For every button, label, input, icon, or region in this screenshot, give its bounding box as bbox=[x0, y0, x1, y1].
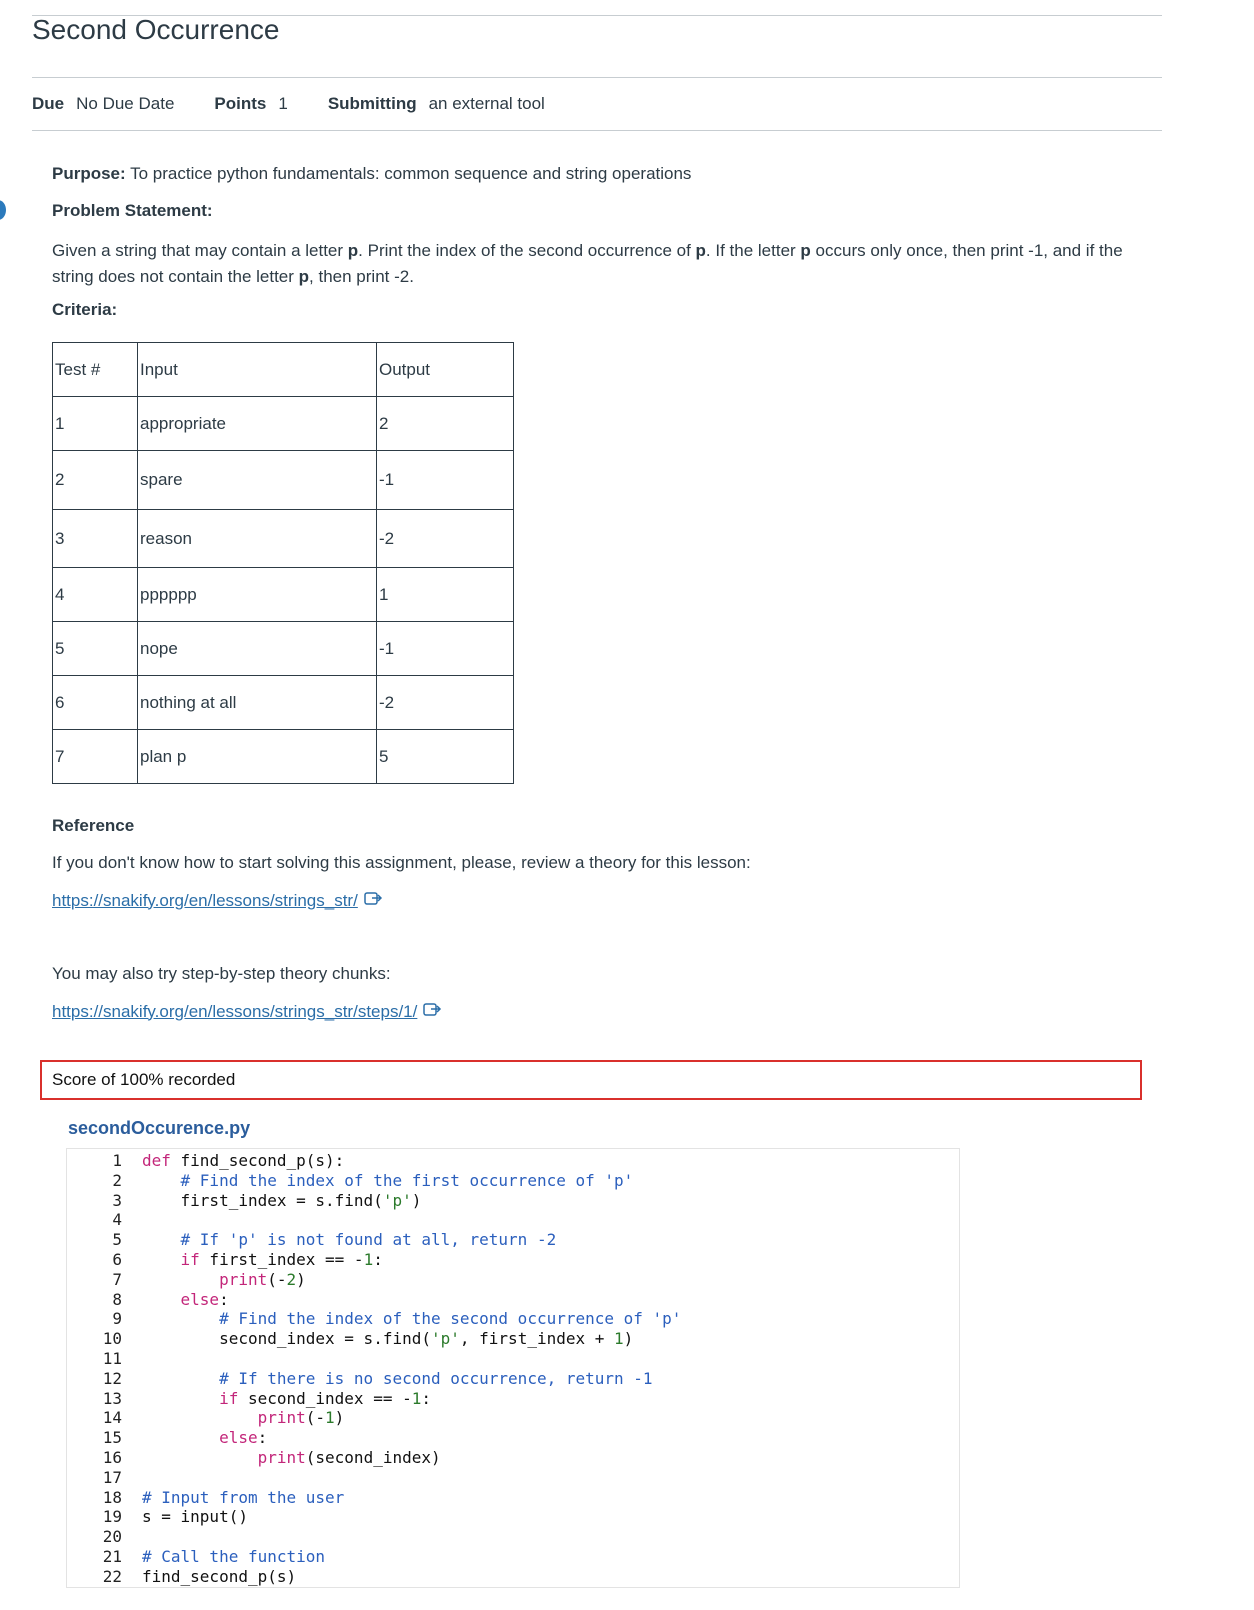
table-cell: nope bbox=[138, 622, 377, 676]
code-text bbox=[142, 1567, 296, 1587]
table-cell: 1 bbox=[377, 568, 514, 622]
code-text bbox=[142, 1230, 556, 1250]
code-text bbox=[142, 1428, 267, 1448]
code-text bbox=[142, 1408, 344, 1428]
criteria-heading: Criteria: bbox=[52, 300, 118, 319]
code-token: ) bbox=[296, 1269, 306, 1289]
points-group bbox=[214, 94, 287, 114]
scroll-indicator bbox=[0, 200, 6, 220]
points-label: Points bbox=[214, 94, 267, 113]
code-line bbox=[67, 1210, 681, 1230]
line-number: 12 bbox=[102, 1368, 122, 1388]
code-token: if bbox=[219, 1388, 239, 1408]
statement-text: . If the letter bbox=[705, 241, 801, 260]
code-token: first_index = s.find( bbox=[142, 1190, 383, 1210]
purpose-label: Purpose: bbox=[52, 164, 126, 183]
line-number: 9 bbox=[112, 1309, 122, 1329]
table-cell: -1 bbox=[377, 451, 514, 510]
table-cell: 2 bbox=[377, 397, 514, 451]
due-group bbox=[32, 94, 174, 114]
code-line bbox=[67, 1468, 681, 1488]
submission-filename[interactable]: secondOccurence.py bbox=[68, 1118, 251, 1138]
code-text bbox=[142, 1191, 421, 1211]
steps-link-text[interactable]: https://snakify.org/en/lessons/strings_str/steps/1/ bbox=[52, 1001, 418, 1021]
line-number: 18 bbox=[102, 1487, 122, 1507]
code-token bbox=[142, 1448, 258, 1467]
code-line bbox=[67, 1191, 681, 1211]
code-text bbox=[142, 1309, 681, 1329]
line-number: 3 bbox=[112, 1190, 122, 1210]
code-token: # Find the index of the first occurrence of 'p' bbox=[180, 1170, 634, 1190]
code-line bbox=[67, 1389, 681, 1409]
table-cell: nothing at all bbox=[138, 676, 377, 730]
statement-text: , then print -2. bbox=[309, 267, 414, 286]
code-line bbox=[67, 1448, 681, 1468]
code-token bbox=[142, 1270, 219, 1289]
code-line bbox=[67, 1329, 681, 1349]
code-line bbox=[67, 1488, 681, 1508]
reference-intro: If you don't know how to start solving this assignment, please, review a theory for this lesson: bbox=[52, 853, 751, 872]
code-token: ) bbox=[623, 1329, 634, 1349]
line-number: 2 bbox=[112, 1170, 122, 1190]
table-cell: -2 bbox=[377, 510, 514, 568]
code-token: : bbox=[373, 1249, 383, 1269]
code-token: find_second_p(s) bbox=[142, 1566, 297, 1586]
code-token: # If there is no second occurrence, return -1 bbox=[219, 1368, 653, 1388]
table-cell: spare bbox=[138, 451, 377, 510]
table-row bbox=[53, 730, 514, 784]
table-cell: 6 bbox=[53, 676, 138, 730]
submitting-label: Submitting bbox=[327, 94, 417, 113]
page-title: Second Occurrence bbox=[32, 14, 280, 45]
steps-link[interactable] bbox=[52, 1001, 443, 1022]
code-token bbox=[142, 1389, 219, 1408]
line-number: 13 bbox=[102, 1388, 122, 1408]
due-value: No Due Date bbox=[76, 94, 175, 113]
code-token: 1 bbox=[411, 1388, 422, 1408]
line-number: 11 bbox=[102, 1348, 122, 1368]
table-cell: appropriate bbox=[138, 397, 377, 451]
code-viewer bbox=[66, 1148, 960, 1588]
code-lines bbox=[67, 1151, 681, 1587]
code-token: s = input() bbox=[142, 1507, 248, 1527]
table-header-row bbox=[53, 343, 514, 397]
code-text bbox=[142, 1270, 306, 1290]
code-token: 1 bbox=[614, 1329, 624, 1349]
statement-bold-text: p bbox=[800, 241, 811, 260]
code-token: print bbox=[257, 1447, 306, 1467]
table-cell: 4 bbox=[53, 568, 138, 622]
line-number: 5 bbox=[112, 1230, 122, 1250]
score-banner bbox=[40, 1060, 1142, 1100]
theory-link-text[interactable]: https://snakify.org/en/lessons/strings_str/ bbox=[52, 890, 358, 910]
code-line bbox=[67, 1507, 681, 1527]
line-number: 15 bbox=[102, 1428, 122, 1448]
code-line bbox=[67, 1171, 681, 1191]
code-token: (- bbox=[305, 1408, 326, 1428]
code-token: second_index == - bbox=[238, 1388, 412, 1408]
code-token: : bbox=[421, 1388, 431, 1408]
statement-text: occurs only once, then print -1, and if the string does not contain the letter bbox=[52, 241, 1123, 286]
code-token: : bbox=[219, 1289, 229, 1309]
table-row bbox=[53, 568, 514, 622]
code-token: def bbox=[142, 1151, 171, 1170]
code-text bbox=[142, 1389, 431, 1409]
line-number: 19 bbox=[102, 1507, 122, 1527]
line-number: 10 bbox=[102, 1329, 122, 1349]
line-number: 14 bbox=[102, 1408, 122, 1428]
reference-heading: Reference bbox=[52, 816, 135, 835]
assignment-details-bar bbox=[32, 77, 1162, 131]
table-row bbox=[53, 451, 514, 510]
criteria-table bbox=[52, 342, 514, 784]
code-text bbox=[142, 1507, 248, 1527]
code-line bbox=[67, 1527, 681, 1547]
code-line bbox=[67, 1547, 681, 1567]
table-row bbox=[53, 510, 514, 568]
code-text bbox=[142, 1250, 383, 1270]
column-header: Output bbox=[377, 343, 514, 397]
code-text bbox=[142, 1488, 344, 1508]
code-token: print bbox=[219, 1269, 268, 1289]
code-token bbox=[142, 1309, 219, 1328]
table-cell: 5 bbox=[53, 622, 138, 676]
line-number: 7 bbox=[112, 1269, 122, 1289]
code-token: first_index == - bbox=[199, 1249, 364, 1269]
statement-text: . Print the index of the second occurrence of bbox=[358, 241, 696, 260]
points-value: 1 bbox=[278, 94, 288, 113]
table-cell: 2 bbox=[53, 451, 138, 510]
code-line bbox=[67, 1290, 681, 1310]
code-token: , first_index + bbox=[459, 1329, 615, 1349]
code-token: ) bbox=[411, 1190, 422, 1210]
table-cell: 7 bbox=[53, 730, 138, 784]
code-text bbox=[142, 1547, 325, 1567]
line-number: 1 bbox=[112, 1151, 122, 1170]
table-row bbox=[53, 622, 514, 676]
table-cell: plan p bbox=[138, 730, 377, 784]
table-row bbox=[53, 397, 514, 451]
code-line bbox=[67, 1230, 681, 1250]
code-token bbox=[142, 1290, 181, 1309]
code-token: find_second_p(s): bbox=[170, 1151, 345, 1170]
table-cell: 5 bbox=[377, 730, 514, 784]
line-number: 22 bbox=[102, 1566, 122, 1586]
table-cell: -2 bbox=[377, 676, 514, 730]
code-token bbox=[142, 1250, 181, 1269]
code-token: if bbox=[180, 1249, 200, 1269]
code-line bbox=[67, 1250, 681, 1270]
score-text: Score of 100% recorded bbox=[52, 1070, 236, 1089]
external-link-icon bbox=[423, 1001, 443, 1022]
table-cell: 1 bbox=[53, 397, 138, 451]
code-token bbox=[142, 1369, 219, 1388]
statement-bold-text: p bbox=[298, 267, 310, 286]
code-token: else bbox=[219, 1428, 258, 1448]
statement-bold-text: p bbox=[347, 241, 359, 260]
line-number: 4 bbox=[112, 1210, 122, 1230]
purpose-line bbox=[52, 164, 691, 184]
code-line bbox=[67, 1567, 681, 1587]
table-cell: -1 bbox=[377, 622, 514, 676]
code-token bbox=[142, 1171, 181, 1190]
code-line bbox=[67, 1309, 681, 1329]
code-token: 1 bbox=[363, 1249, 374, 1269]
code-line bbox=[67, 1369, 681, 1389]
code-text bbox=[142, 1290, 229, 1310]
code-token: # If 'p' is not found at all, return -2 bbox=[180, 1230, 557, 1250]
due-label: Due bbox=[32, 94, 65, 113]
statement-bold-text: p bbox=[695, 241, 706, 260]
code-text bbox=[142, 1369, 653, 1389]
code-token: (second_index) bbox=[305, 1447, 441, 1467]
step-text: You may also try step-by-step theory chunks: bbox=[52, 964, 391, 983]
table-cell: reason bbox=[138, 510, 377, 568]
line-number: 21 bbox=[102, 1546, 122, 1566]
code-token: 2 bbox=[286, 1269, 297, 1289]
code-token bbox=[142, 1230, 181, 1249]
code-token: 'p' bbox=[430, 1329, 460, 1349]
code-text bbox=[142, 1151, 344, 1171]
submitting-value: an external tool bbox=[428, 94, 545, 113]
code-text bbox=[142, 1448, 441, 1468]
code-line bbox=[67, 1270, 681, 1290]
problem-heading: Problem Statement: bbox=[52, 201, 213, 220]
external-link-icon bbox=[364, 890, 384, 911]
code-line bbox=[67, 1151, 681, 1171]
code-token bbox=[142, 1408, 258, 1427]
code-token bbox=[142, 1428, 219, 1447]
code-text bbox=[142, 1171, 633, 1191]
code-line bbox=[67, 1408, 681, 1428]
problem-statement bbox=[52, 238, 1142, 290]
code-token: (- bbox=[267, 1269, 287, 1289]
line-number: 16 bbox=[102, 1447, 122, 1467]
code-token: # Call the function bbox=[142, 1546, 326, 1566]
code-text bbox=[142, 1329, 633, 1349]
table-row bbox=[53, 676, 514, 730]
code-token: ) bbox=[334, 1408, 345, 1428]
submitting-group bbox=[328, 94, 545, 114]
column-header: Input bbox=[138, 343, 377, 397]
purpose-text: To practice python fundamentals: common sequence and string operations bbox=[125, 164, 692, 183]
line-number: 20 bbox=[102, 1527, 122, 1547]
column-header: Test # bbox=[53, 343, 138, 397]
line-number: 8 bbox=[112, 1289, 122, 1309]
code-token: 'p' bbox=[382, 1190, 412, 1210]
line-number: 17 bbox=[102, 1467, 122, 1487]
table-cell: pppppp bbox=[138, 568, 377, 622]
code-token: # Find the index of the second occurrence of 'p' bbox=[219, 1309, 682, 1329]
statement-text: Given a string that may contain a letter bbox=[52, 241, 348, 260]
code-line bbox=[67, 1428, 681, 1448]
code-token: 1 bbox=[325, 1408, 335, 1428]
theory-link[interactable] bbox=[52, 890, 384, 911]
code-token: second_index = s.find( bbox=[142, 1329, 431, 1349]
code-token: else bbox=[180, 1289, 220, 1309]
line-number: 6 bbox=[112, 1249, 122, 1269]
code-line bbox=[67, 1349, 681, 1369]
table-cell: 3 bbox=[53, 510, 138, 568]
code-token: print bbox=[257, 1408, 306, 1428]
code-token: # Input from the user bbox=[142, 1487, 345, 1507]
code-token: : bbox=[257, 1428, 268, 1448]
